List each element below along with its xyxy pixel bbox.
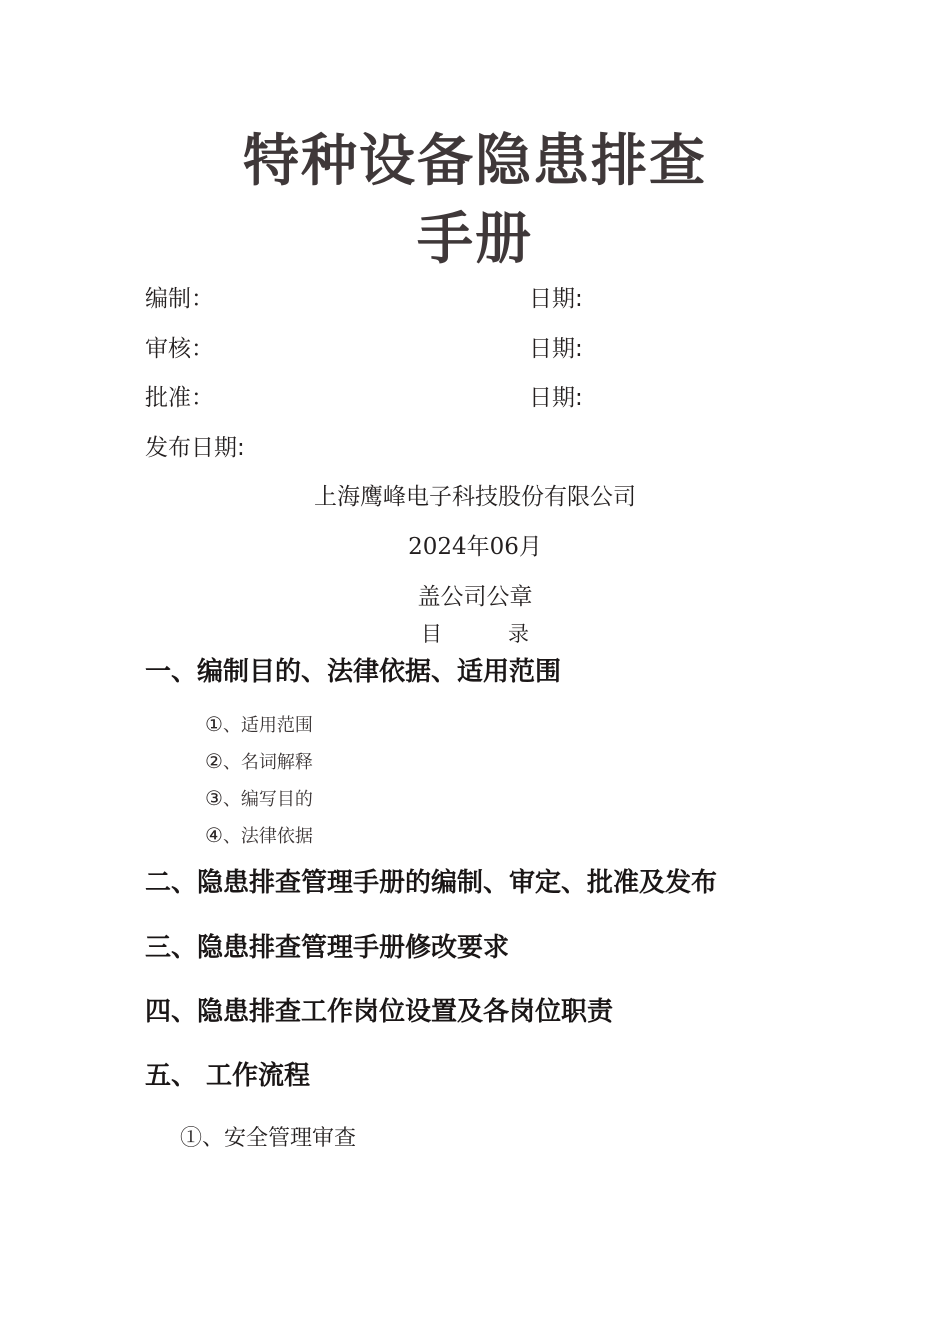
- toc-section-3: 三、隐患排查管理手册修改要求: [145, 933, 510, 963]
- item-text: 、适用范围: [222, 715, 313, 736]
- company-name: 上海鹰峰电子科技股份有限公司: [314, 484, 636, 510]
- compile-date-label: 日期:: [529, 286, 583, 312]
- toc-title-left: 目: [421, 622, 442, 646]
- review-label: 审核：: [145, 336, 214, 362]
- toc-section-4: 四、隐患排查工作岗位设置及各岗位职责: [145, 997, 614, 1027]
- document-title-line-2: 手册: [417, 207, 533, 272]
- item-number: ②: [205, 749, 223, 773]
- toc-section-2: 二、隐患排查管理手册的编制、审定、批准及发布: [145, 868, 718, 898]
- document-title-line-1: 特种设备隐患排查: [243, 129, 707, 194]
- toc-section-1: 一、编制目的、法律依据、适用范围: [145, 657, 562, 687]
- review-date-label: 日期:: [529, 336, 583, 362]
- toc-item: [205, 749, 313, 775]
- item-number: ①: [180, 1126, 203, 1151]
- item-text: 、法律依据: [222, 826, 313, 847]
- toc-title-right: 录: [508, 622, 529, 646]
- toc-item: [205, 786, 313, 812]
- item-text: 、安全管理审查: [202, 1126, 357, 1151]
- item-number: ④: [205, 823, 223, 847]
- toc-item: [180, 1124, 356, 1154]
- toc-section-5: 五、 工作流程: [145, 1061, 311, 1091]
- toc-title: [0, 620, 950, 648]
- approve-label: 批准：: [145, 385, 214, 411]
- toc-item: [205, 712, 313, 738]
- item-text: 、名词解释: [222, 752, 313, 773]
- toc-item: [205, 823, 313, 849]
- compile-label: 编制：: [145, 286, 214, 312]
- item-number: ③: [205, 786, 223, 810]
- item-number: ①: [205, 712, 223, 736]
- document-date: 2024年06月: [408, 534, 542, 560]
- release-date-label: 发布日期:: [145, 435, 245, 461]
- approve-date-label: 日期:: [529, 385, 583, 411]
- item-text: 、编写目的: [222, 789, 313, 810]
- company-seal-text: 盖公司公章: [417, 584, 533, 610]
